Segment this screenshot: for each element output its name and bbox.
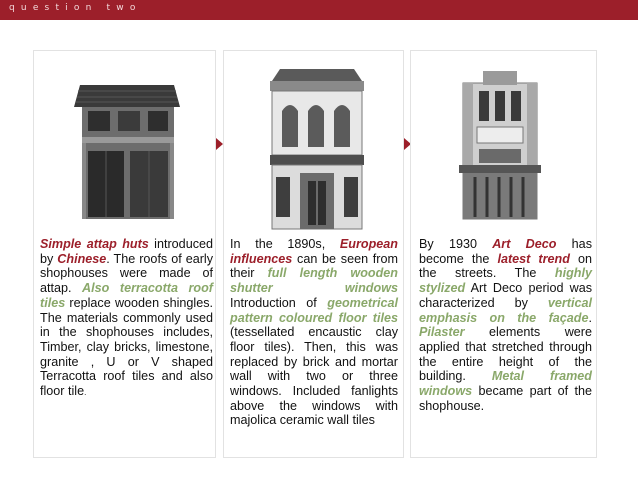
page-title: question two [9,3,142,13]
header-bar [0,0,638,20]
highlight-european-influences: European influences [230,237,398,266]
highlight-floor-tiles: geometrical pattern coloured floor tiles [230,295,398,325]
highlight-chinese: Chinese [57,251,107,266]
highlight-art-deco: Art Deco [492,237,557,251]
highlight-vertical-emphasis: vertical emphasis on the façade [419,295,592,325]
arrow-right-icon [216,138,223,150]
art-deco-shophouse-photo [457,69,543,221]
highlight-metal-framed-windows: Metal framed windows [419,369,592,399]
panel-2-text: In the 1890s, European influences can be seen from their full length wooden shutter windows Introduction of geometrical pattern coloured floor tiles (tessellated encaustic clay floor tiles). Then, this was replaced by brick and mortar wall with two or three windows. Included fanlights above the windows with majolica ceramic wall tiles [230,237,398,428]
panel-european-influences [223,50,404,458]
highlight-pilaster: Pilaster [419,325,465,340]
panel-attap-huts [33,50,216,458]
highlight-latest-trend: latest trend [497,251,570,266]
panel-art-deco [410,50,597,458]
highlight-simple-attap-huts: Simple attap huts [40,237,149,251]
attap-hut-shophouse-photo [74,81,182,221]
panel-1-text: Simple attap huts introduced by Chinese. The roofs of early shophouses were made of attap. Also terracotta roof tiles replace wooden shingles. The materials commonly used in the shophouses includes, Timber, clay bricks, limestone, granite , U or V shaped Terracotta roof tiles and also floor tile. [40,237,213,399]
panel-3-text: By 1930 Art Deco has become the latest trend on the streets. The highly stylized Art Deco period was characterized by vertical emphasis on the façade. Pilaster elements were applied that stretched through the entire height of the building. Metal framed windows became part of the shophouse. [419,237,592,413]
european-influence-shophouse-photo [268,65,366,233]
highlight-terracotta: Also terracotta roof tiles [40,281,213,310]
highlight-highly-stylized: highly stylized [419,266,592,296]
highlight-shutter-windows: full length wooden shutter windows [230,266,398,296]
